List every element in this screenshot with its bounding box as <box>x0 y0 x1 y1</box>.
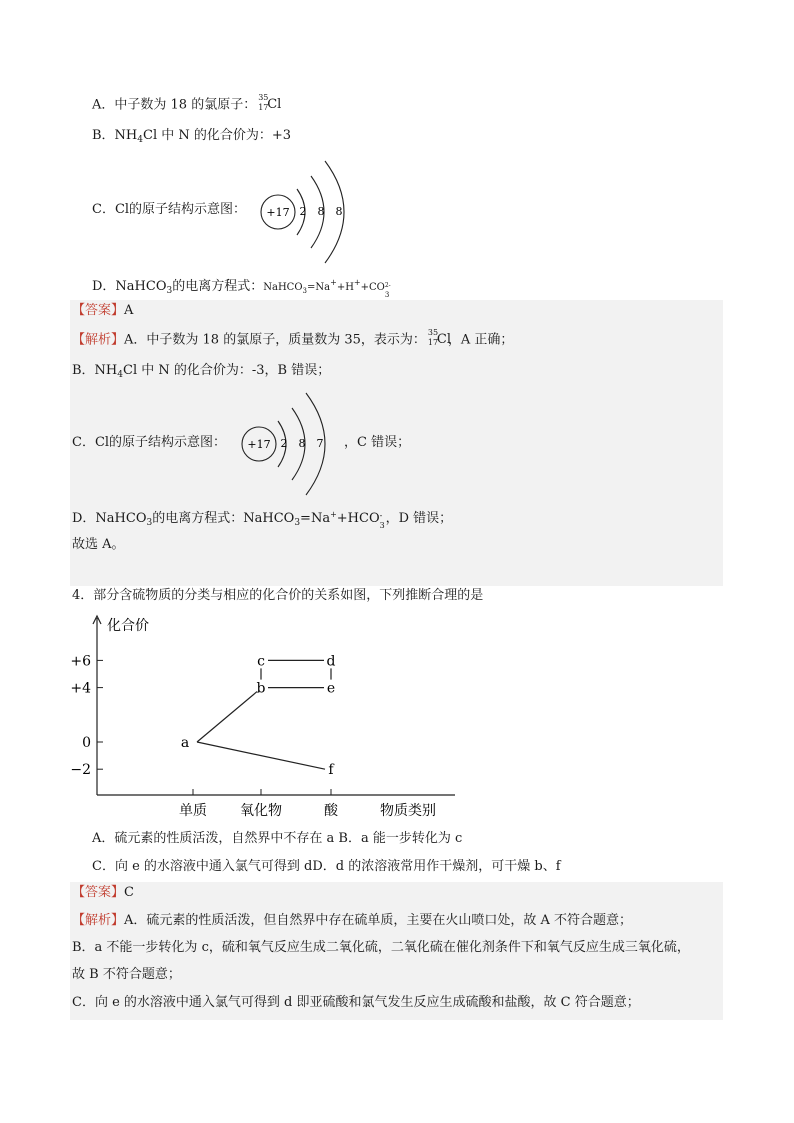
x-tick-label: 单质 <box>179 803 207 819</box>
nuclide-cl35: 35 17 Cl <box>427 328 451 347</box>
answer-tag: 【答案】 <box>72 885 125 900</box>
shell-2-electrons: 8 <box>298 437 306 450</box>
analysis-tag: 【解析】 <box>72 913 125 928</box>
x-tick-label: 氧化物 <box>240 803 282 819</box>
q3-conclusion: 故选 A。 <box>72 537 125 552</box>
q3-option-d: D．NaHCO$_3$的电离方程式：NaHCO$_3$=Na++H++CO 2- 3 <box>92 278 391 299</box>
y-tick-label: −2 <box>70 762 91 779</box>
point-label-c: c <box>257 653 265 670</box>
answer-tag: 【答案】 <box>72 303 125 318</box>
q3-option-a: A．中子数为 18 的氯原子： 35 17 Cl <box>92 93 282 113</box>
y-tick-label: +4 <box>70 680 91 697</box>
nucleus-label: +17 <box>266 206 290 219</box>
q3-analysis-d: D．NaHCO$_3$的电离方程式：NaHCO$_3$=Na++HCO - 3 ，D 错误； <box>72 510 453 530</box>
q3-option-b: B．$NH_4Cl$ 中 N 的化合价为：+3 <box>92 128 292 145</box>
shell-2-electrons: 8 <box>317 205 325 218</box>
q3-answer: 【答案】A <box>72 303 134 318</box>
q3-analysis-c-tail: ，C 错误； <box>344 435 411 450</box>
shell-1-electrons: 2 <box>299 205 307 218</box>
q4-stem: 4．部分含硫物质的分类与相应的化合价的关系如图，下列推断合理的是 <box>72 588 484 603</box>
point-label-a: a <box>180 735 190 751</box>
nuclide-cl35: 35 17 Cl <box>258 93 282 112</box>
y-axis-label: 化合价 <box>107 618 149 634</box>
x-axis-label: 物质类别 <box>380 803 436 819</box>
q4-analysis-a: 【解析】A．硫元素的性质活泼，但自然界中存在硫单质，主要在火山喷口处，故 A 不符合题意； <box>72 913 633 928</box>
shell-1-electrons: 2 <box>280 437 288 450</box>
sulfur-valence-chart <box>65 610 465 825</box>
x-tick-label: 酸 <box>324 803 338 819</box>
q4-options-cd: C．向 e 的水溶液中通入氯气可得到 dD．d 的浓溶液常用作干燥剂，可干燥 b、f <box>92 859 561 874</box>
q4-answer: 【答案】C <box>72 885 134 900</box>
line-a-b <box>197 692 257 742</box>
q3-analysis-c-atom-diagram <box>236 387 346 502</box>
point-label-f: f <box>328 762 334 779</box>
point-label-b: b <box>256 680 266 697</box>
q3-analysis-b: B．$NH_4Cl$ 中 N 的化合价为：-3，B 错误； <box>72 363 331 380</box>
y-tick-label: +6 <box>70 653 91 670</box>
shell-3-electrons: 8 <box>335 205 343 218</box>
point-label-d: d <box>326 653 336 670</box>
q4-analysis-b2: 故 B 不符合题意； <box>72 967 181 982</box>
nucleus-label: +17 <box>247 438 271 451</box>
line-a-f <box>197 742 325 769</box>
q3-option-c-atom-diagram <box>255 155 365 270</box>
point-label-e: e <box>326 680 336 697</box>
q4-options-ab: A．硫元素的性质活泼，自然界中不存在 a B．a 能一步转化为 c <box>92 831 463 846</box>
q4-analysis-c: C．向 e 的水溶液中通入氯气可得到 d 即亚硫酸和氯气发生反应生成硫酸和盐酸，故 C 符合题意； <box>72 995 640 1010</box>
y-tick-label: 0 <box>82 735 91 751</box>
q4-analysis-b1: B．a 不能一步转化为 c，硫和氧气反应生成二氧化硫，二氧化硫在催化剂条件下和氧气反应生成三氧化硫， <box>72 940 690 955</box>
shell-3-electrons: 7 <box>316 437 324 450</box>
q3-analysis-c: C．Cl的原子结构示意图： <box>72 435 227 450</box>
q3-analysis-a: 【解析】A．中子数为 18 的氯原子，质量数为 35，表示为： 35 17 Cl ，A 正确； <box>72 328 514 348</box>
q3-option-c: C．Cl的原子结构示意图： <box>92 202 247 217</box>
analysis-tag: 【解析】 <box>72 332 125 348</box>
